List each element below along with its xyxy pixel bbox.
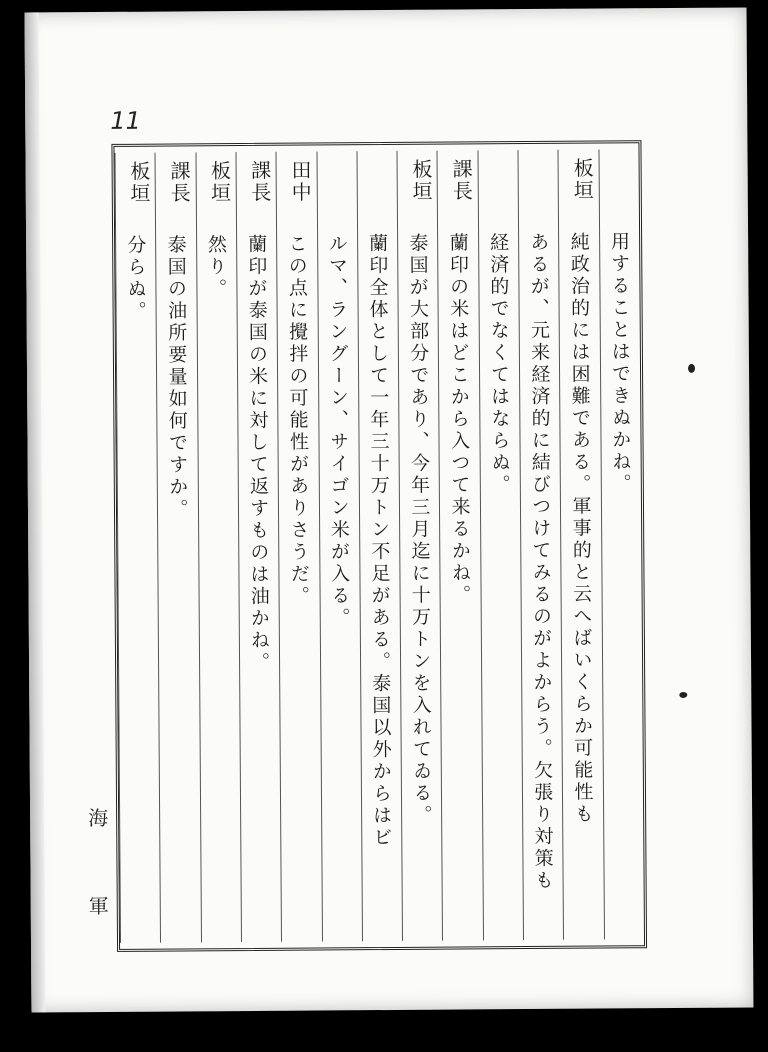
document-page bbox=[25, 7, 754, 1012]
manuscript-column bbox=[357, 145, 401, 947]
speaker-name: 板垣 bbox=[570, 157, 595, 202]
utterance-text: 純政治的には困難である。軍事的と云へばいくらか可能性も bbox=[567, 231, 594, 826]
page-number: 11 bbox=[110, 106, 141, 135]
ink-blot bbox=[688, 364, 695, 373]
speaker-name: 課長 bbox=[449, 158, 474, 203]
manuscript-column bbox=[317, 145, 361, 947]
margin-stamp-bottom: 軍 bbox=[88, 893, 109, 919]
utterance-text: 泰国の油所要量如何ですか。 bbox=[164, 234, 189, 521]
speaker-name: 課長 bbox=[167, 160, 192, 205]
utterance-text: 経済的でなくてはならぬ。 bbox=[486, 232, 511, 497]
utterance-text: この点に攪拌の可能性がありさうだ。 bbox=[285, 233, 311, 608]
manuscript-column bbox=[196, 146, 240, 948]
manuscript-column bbox=[277, 146, 321, 948]
manuscript-column bbox=[398, 145, 442, 947]
utterance-text: 然り。 bbox=[204, 234, 228, 301]
manuscript-column bbox=[599, 143, 643, 945]
manuscript-column bbox=[237, 146, 281, 948]
utterance-text: あるが、元来経済的に結びつけてみるのがよからう。欠張り対策も bbox=[527, 231, 554, 893]
ink-blot bbox=[679, 692, 687, 698]
manuscript-column bbox=[559, 144, 603, 946]
speaker-name: 板垣 bbox=[126, 160, 152, 205]
manuscript-columns bbox=[114, 143, 644, 949]
utterance-text: 分らぬ。 bbox=[124, 234, 147, 323]
utterance-text: 泰国が大部分であり、今年三月迄に十万トンを入れてゐる。 bbox=[406, 232, 433, 827]
speaker-name: 板垣 bbox=[207, 160, 232, 205]
manuscript-frame bbox=[111, 140, 647, 952]
manuscript-column bbox=[156, 146, 200, 948]
utterance-text: 蘭印の米はどこから入つて来るかね。 bbox=[446, 232, 472, 607]
speaker-name: 課長 bbox=[247, 159, 272, 204]
speaker-name: 田中 bbox=[287, 159, 313, 204]
utterance-text: 蘭印が泰国の米に対して返すものは油かね。 bbox=[245, 233, 271, 674]
manuscript-column bbox=[116, 147, 160, 949]
utterance-text: ルマ、ラングーン、サイゴン米が入る。 bbox=[325, 233, 351, 630]
speaker-name: 板垣 bbox=[408, 158, 434, 203]
utterance-text: 用することはできぬかね。 bbox=[607, 231, 632, 496]
manuscript-column bbox=[519, 144, 563, 946]
manuscript-column bbox=[478, 144, 522, 946]
margin-stamp-top: 海 bbox=[88, 805, 109, 831]
utterance-text: 蘭印全体として一年三十万トン不足がある。泰国以外からはビ bbox=[366, 232, 393, 850]
manuscript-column bbox=[438, 144, 482, 946]
